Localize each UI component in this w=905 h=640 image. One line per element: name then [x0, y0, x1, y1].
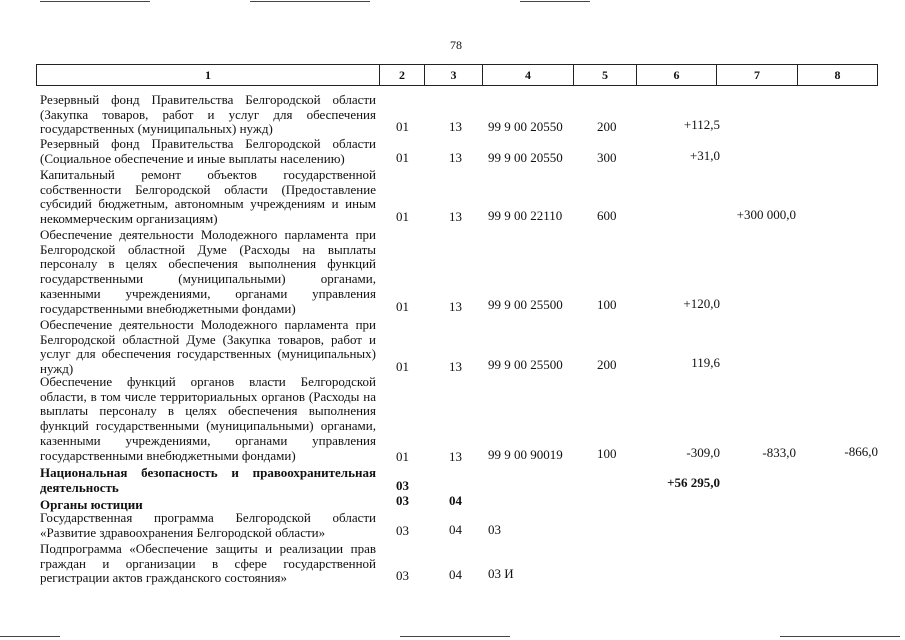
row-section: 01 — [396, 209, 409, 224]
row-section: 03 — [396, 478, 409, 493]
row-section: 03 — [396, 523, 409, 538]
row-target-article: 03 — [488, 522, 501, 537]
row-section: 01 — [396, 150, 409, 165]
row-target-article: 99 9 00 25500 — [488, 297, 563, 312]
row-expense-type: 200 — [597, 357, 617, 372]
header-col-3: 3 — [424, 64, 483, 86]
top-border-line — [250, 1, 370, 2]
row-expense-type: 200 — [597, 119, 617, 134]
row-description: Национальная безопасность и правоохранительная деятельность — [40, 465, 376, 495]
row-target-article: 03 И — [488, 566, 514, 581]
top-border-line — [40, 1, 150, 2]
row-section: 01 — [396, 119, 409, 134]
header-col-6: 6 — [636, 64, 717, 86]
row-description: Подпрограмма «Обеспечение защиты и реализации прав граждан и организации в сфере государственной регистрации актов гражданского состояния» — [40, 541, 376, 586]
row-description: Капитальный ремонт объектов государственной собственности Белгородской области (Предоставление субсидий бюджетным, автономным учреждениям и иным некоммерческим организациям) — [40, 167, 376, 227]
top-border-line — [520, 1, 590, 2]
row-subsection: 13 — [449, 449, 462, 464]
row-amount-col6: +120,0 — [683, 296, 720, 311]
row-subsection: 13 — [449, 119, 462, 134]
row-amount-col7: -833,0 — [762, 445, 796, 460]
header-col-4: 4 — [482, 64, 574, 86]
row-description: Обеспечение деятельности Молодежного парламента при Белгородской областной Думе (Закупка товаров, работ и услуг для обеспечения государственных (муниципальных) нужд) — [40, 317, 376, 377]
row-description: Государственная программа Белгородской области «Развитие здравоохранения Белгородской области» — [40, 510, 376, 540]
row-expense-type: 100 — [597, 446, 617, 461]
row-subsection: 13 — [449, 299, 462, 314]
row-amount-col6: -309,0 — [686, 445, 720, 460]
row-section: 01 — [396, 449, 409, 464]
row-amount-col6: +31,0 — [689, 148, 720, 163]
row-description: Органы юстиции — [40, 497, 143, 512]
row-target-article: 99 9 00 20550 — [488, 150, 563, 165]
row-expense-type: 100 — [597, 297, 617, 312]
row-description: Резервный фонд Правительства Белгородской области (Закупка товаров, работ и услуг для обеспечения государственных (муниципальных) нужд) — [40, 92, 376, 137]
row-target-article: 99 9 00 25500 — [488, 357, 563, 372]
header-col-5: 5 — [573, 64, 637, 86]
row-section: 01 — [396, 359, 409, 374]
row-amount-col6: +56 295,0 — [667, 475, 720, 490]
row-subsection: 04 — [449, 522, 462, 537]
row-target-article: 99 9 00 90019 — [488, 447, 563, 462]
row-amount-col7: +300 000,0 — [736, 207, 796, 222]
row-subsection: 13 — [449, 209, 462, 224]
row-section: 03 — [396, 493, 409, 508]
row-subsection: 04 — [449, 567, 462, 582]
row-amount-col6: +112,5 — [683, 117, 720, 132]
page-number: 78 — [450, 38, 462, 52]
row-subsection: 13 — [449, 359, 462, 374]
row-section: 03 — [396, 568, 409, 583]
row-description: Резервный фонд Правительства Белгородской области (Социальное обеспечение и иные выплаты населению) — [40, 136, 376, 166]
header-col-2: 2 — [379, 64, 425, 86]
row-amount-col8: -866,0 — [844, 444, 878, 459]
header-col-8: 8 — [797, 64, 878, 86]
row-section: 01 — [396, 299, 409, 314]
row-description: Обеспечение деятельности Молодежного парламента при Белгородской областной Думе (Расходы на выплаты персоналу в целях обеспечения выполнения функций государственными (муниципальными) органами, казенными учреждениями, органами управления государственными внебюджетными фондами) — [40, 227, 376, 316]
row-subsection: 04 — [449, 493, 462, 508]
row-description: Обеспечение функций органов власти Белгородской области, в том числе территориальных органов (Расходы на выплаты персоналу в целях обеспечения выполнения функций государственными (муниципальными) органами, казенными учреждениями, органами управления государственными внебюджетными фондами) — [40, 374, 376, 463]
row-target-article: 99 9 00 22110 — [488, 208, 563, 223]
bottom-border-line — [780, 636, 900, 637]
row-amount-col6: 119,6 — [691, 355, 720, 370]
bottom-border-line — [0, 636, 60, 637]
bottom-border-line — [400, 636, 510, 637]
header-col-7: 7 — [716, 64, 798, 86]
row-expense-type: 600 — [597, 208, 617, 223]
row-subsection: 13 — [449, 150, 462, 165]
header-col-1: 1 — [36, 64, 380, 86]
row-target-article: 99 9 00 20550 — [488, 119, 563, 134]
row-expense-type: 300 — [597, 150, 617, 165]
